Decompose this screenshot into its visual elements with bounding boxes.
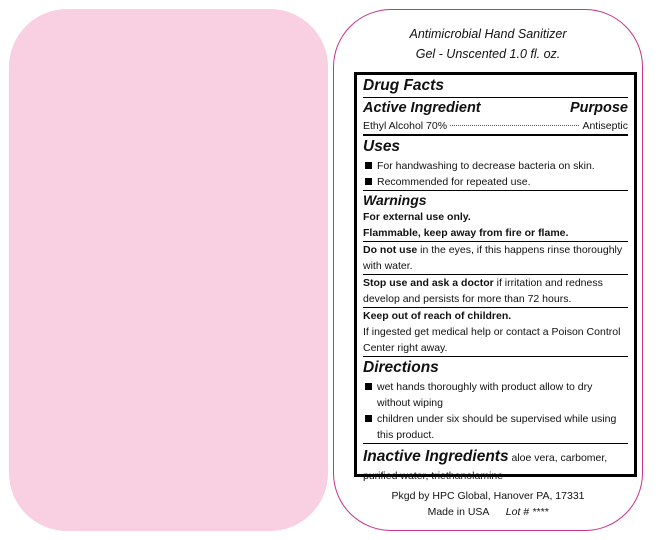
bullet-square-icon: [365, 162, 372, 169]
drug-facts-box: [354, 72, 637, 482]
stop-use-section: [363, 275, 628, 308]
direction-item: [363, 411, 628, 443]
uses-section: [363, 136, 628, 191]
warning-flammable: Flammable, keep away from fire or flame.: [363, 227, 569, 239]
bullet-square-icon: [365, 383, 372, 390]
product-size: Gel - Unscented 1.0 fl. oz.: [415, 47, 561, 61]
uses-heading: Uses: [363, 138, 401, 155]
active-ingredient-section: [363, 98, 628, 136]
bullet-square-icon: [365, 178, 372, 185]
use-item: [363, 174, 628, 190]
product-header: [334, 24, 642, 64]
purpose-heading: Purpose: [569, 100, 628, 116]
directions-heading: Directions: [363, 359, 439, 376]
warnings-section: [363, 191, 628, 242]
made-in: Made in USA: [427, 506, 489, 518]
pink-label-panel: [9, 9, 328, 531]
directions-section: [363, 357, 628, 444]
product-name: Antimicrobial Hand Sanitizer: [409, 27, 567, 41]
active-ingredient-heading: Active Ingredient: [363, 100, 481, 116]
packaging-footer: [334, 488, 642, 520]
direction-text: children under six should be supervised while using this product.: [377, 413, 617, 441]
drug-facts-label: [333, 9, 643, 531]
keep-out-text: Keep out of reach of children.: [363, 310, 512, 322]
packaged-by: Pkgd by HPC Global, Hanover PA, 17331: [391, 490, 585, 502]
ingested-text: If ingested get medical help or contact a Poison Control Center right away.: [363, 326, 621, 354]
stop-use-lead: Stop use and ask a doctor: [363, 277, 494, 289]
inactive-text: aloe vera, carbomer, purified water, triethanolamine: [363, 452, 608, 482]
warnings-heading: Warnings: [363, 192, 427, 208]
stop-use-text: if irritation and redness develop and persists for more than 72 hours.: [363, 277, 603, 305]
dot-leader: [450, 125, 579, 126]
direction-item: [363, 379, 628, 411]
use-text: For handwashing to decrease bacteria on skin.: [377, 160, 595, 172]
keep-out-section: [363, 308, 628, 357]
lot-number: Lot # ****: [505, 506, 549, 518]
use-item: [363, 158, 628, 174]
inactive-heading: Inactive Ingredients: [363, 448, 509, 465]
do-not-use-text: in the eyes, if this happens rinse thoroughly with water.: [363, 244, 623, 272]
direction-text: wet hands thoroughly with product allow to dry without wiping: [377, 381, 593, 409]
bullet-square-icon: [365, 415, 372, 422]
inactive-section: [363, 444, 628, 484]
warning-external: For external use only.: [363, 211, 471, 223]
do-not-use-lead: Do not use: [363, 244, 418, 256]
use-text: Recommended for repeated use.: [377, 176, 531, 188]
do-not-use-section: [363, 242, 628, 275]
active-ingredient: Ethyl Alcohol 70%: [363, 120, 448, 132]
purpose: Antiseptic: [582, 120, 628, 132]
drug-facts-title: Drug Facts: [363, 75, 628, 98]
